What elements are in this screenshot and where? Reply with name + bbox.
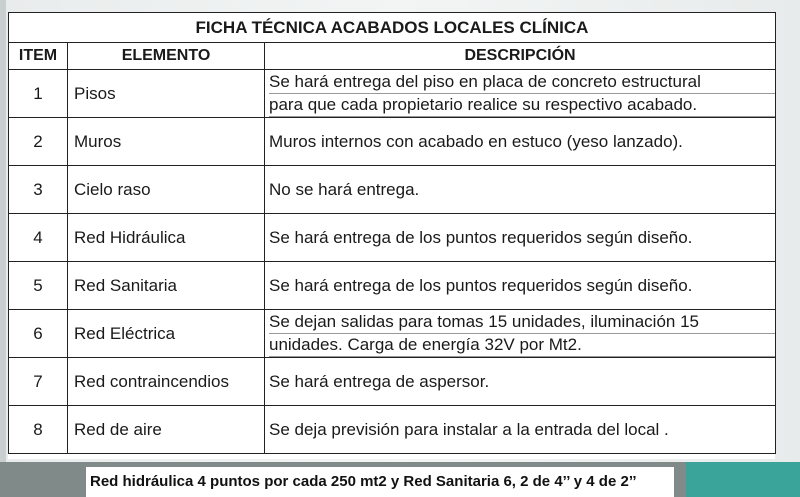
description-line: unidades. Carga de energía 32V por Mt2.: [269, 334, 775, 357]
spec-sheet: [8, 12, 775, 459]
row-item: 4: [9, 214, 68, 262]
row-element: Pisos: [68, 70, 265, 118]
row-item: 1: [9, 70, 68, 118]
row-element: Muros: [68, 118, 265, 166]
row-description: [265, 406, 776, 454]
table-title: FICHA TÉCNICA ACABADOS LOCALES CLÍNICA: [9, 13, 776, 43]
row-element: Red contraincendios: [68, 358, 265, 406]
row-description: [265, 310, 776, 358]
header-element: ELEMENTO: [68, 43, 265, 70]
row-item: 6: [9, 310, 68, 358]
description-line: Se hará entrega de los puntos requeridos según diseño.: [269, 275, 693, 295]
row-item: 5: [9, 262, 68, 310]
row-description: [265, 166, 776, 214]
header-description: DESCRIPCIÓN: [265, 43, 776, 70]
description-line: Muros internos con acabado en estuco (yeso lanzado).: [269, 131, 683, 151]
description-line: Se hará entrega de los puntos requeridos según diseño.: [269, 227, 693, 247]
row-item: 3: [9, 166, 68, 214]
row-item: 2: [9, 118, 68, 166]
row-description: [265, 358, 776, 406]
header-item: ITEM: [9, 43, 68, 70]
table-row: [9, 214, 776, 262]
row-element: Red de aire: [68, 406, 265, 454]
table-row: [9, 310, 776, 358]
description-line: para que cada propietario realice su respectivo acabado.: [269, 94, 775, 117]
row-description: [265, 118, 776, 166]
description-line: Se deja previsión para instalar a la entrada del local .: [269, 419, 669, 439]
description-line: Se dejan salidas para tomas 15 unidades, iluminación 15: [269, 311, 775, 334]
description-line: Se hará entrega del piso en placa de concreto estructural: [269, 71, 775, 94]
row-element: Red Sanitaria: [68, 262, 265, 310]
description-line: Se hará entrega de aspersor.: [269, 371, 490, 391]
row-description: [265, 262, 776, 310]
teal-bar: [686, 462, 800, 497]
table-row: [9, 70, 776, 118]
spec-table: [8, 12, 776, 454]
table-row: [9, 262, 776, 310]
row-element: Red Eléctrica: [68, 310, 265, 358]
left-edge: [0, 0, 6, 497]
table-row: [9, 358, 776, 406]
row-description: [265, 70, 776, 118]
row-description: [265, 214, 776, 262]
row-item: 7: [9, 358, 68, 406]
row-element: Red Hidráulica: [68, 214, 265, 262]
table-row: [9, 406, 776, 454]
table-row: [9, 166, 776, 214]
row-item: 8: [9, 406, 68, 454]
description-line: No se hará entrega.: [269, 179, 420, 199]
row-element: Cielo raso: [68, 166, 265, 214]
table-row: [9, 118, 776, 166]
footer-note: Red hidráulica 4 puntos por cada 250 mt2 y Red Sanitaria 6, 2 de 4’’ y 4 de 2’’: [86, 467, 674, 497]
